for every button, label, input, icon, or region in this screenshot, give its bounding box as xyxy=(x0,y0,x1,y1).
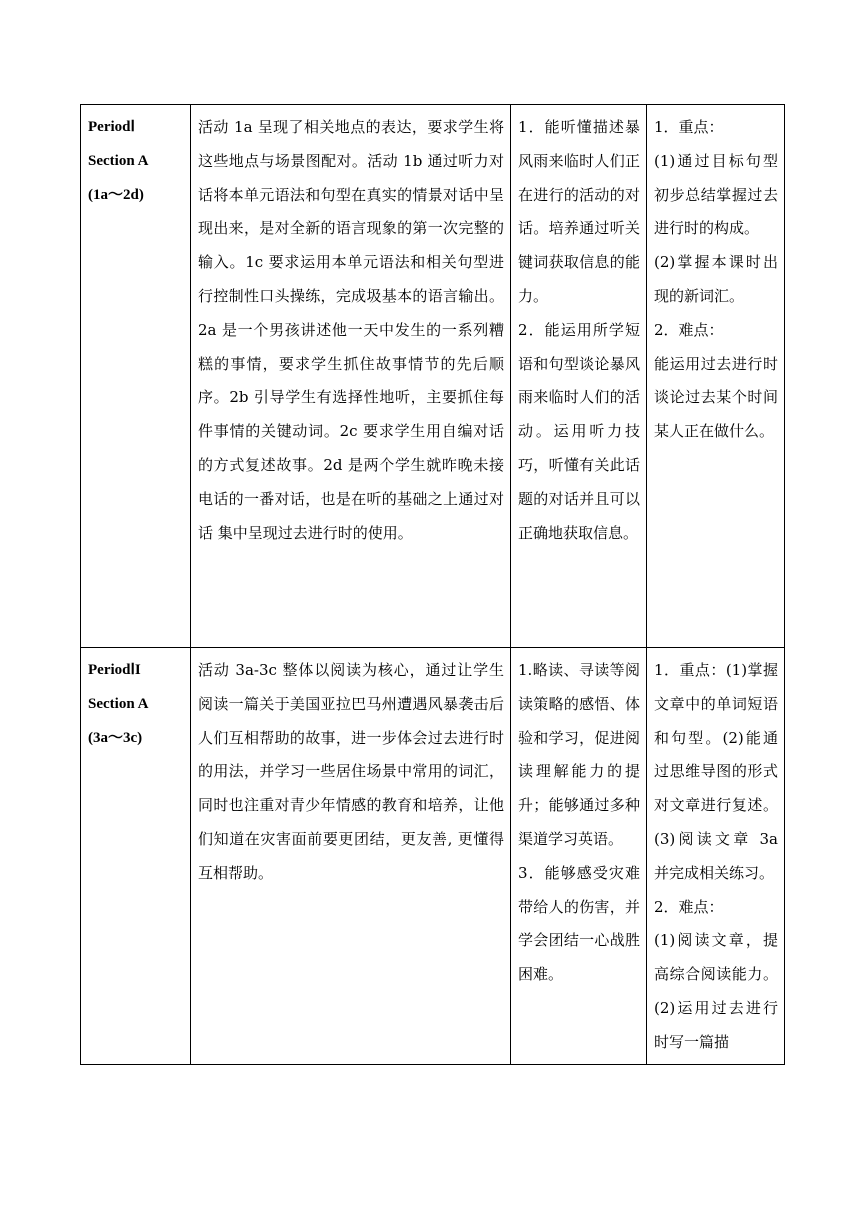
content-text: 活动 1a 呈现了相关地点的表达，要求学生将这些地点与场景图配对。活动 1b 通过听力对话将本单元语法和句型在真实的情景对话中呈现出来，是对全新的语言现象的第一次完整的输入。1c 要求运用本单元语法和相关句型进行控制性口头操练，完成圾基本的语言输出。2a 是一个男孩讲述他一天中发生的一系列糟糕的事情，要求学生抓住故事情节的先后顺序。2b 引导学生有选择性地听，主要抓住每件事情的关键动词。2c 要求学生用自编对话的方式复述故事。2d 是两个学生就昨晚未接电话的一番对话，也是在听的基础之上通过对话 集中呈现过去进行时的使用。 xyxy=(198,118,504,542)
period-cell xyxy=(81,648,191,1065)
period-cell xyxy=(81,105,191,648)
table-row xyxy=(81,105,785,648)
content-analysis-cell xyxy=(191,105,511,648)
focus-item: (2)掌握本课时出现的新词汇。 xyxy=(654,253,778,305)
activity-range: (3a～3c) xyxy=(88,729,143,746)
focus-item: 1．重点： xyxy=(654,118,724,136)
focus-cell xyxy=(647,648,785,1065)
focus-item: 1．重点：(1)掌握文章中的单词短语和句型。(2)能通过思维导图的形式对文章进行复述。(3)阅读文章 3a 并完成相关练习。 xyxy=(654,661,778,882)
activity-range: (1a～2d) xyxy=(88,186,144,203)
content-text: 活动 3a-3c 整体以阅读为核心，通过让学生阅读一篇关于美国亚拉巴马州遭遇风暴袭击后人们互相帮助的故事，进一步体会过去进行时的用法，并学习一些居住场景中常用的词汇，同时也注重对青少年情感的教育和培养，让他们知道在灾害面前要更团结，更友善, 更懂得互相帮助。 xyxy=(198,661,504,882)
objectives-cell xyxy=(511,648,647,1065)
table-row xyxy=(81,648,785,1065)
focus-item: 2．难点： xyxy=(654,897,724,916)
period-label: PeriodⅠI xyxy=(88,662,141,678)
objective-item: 1．能听懂描述暴风雨来临时人们正在进行的活动的对话。培养通过听关键词获取信息的能力。 xyxy=(518,118,640,305)
section-label: Section A xyxy=(88,695,149,712)
focus-item: 能运用过去进行时谈论过去某个时间某人正在做什么。 xyxy=(654,354,778,441)
objectives-cell xyxy=(511,105,647,648)
objective-item: 3．能够感受灾难带给人的伤害，并学会团结一心战胜困难。 xyxy=(518,863,640,984)
focus-item: (1)通过目标句型初步总结掌握过去进行时的构成。 xyxy=(654,151,778,238)
lesson-plan-table xyxy=(80,104,785,1065)
period-label: PeriodⅠ xyxy=(88,119,135,135)
objective-item: 2．能运用所学短语和句型谈论暴风雨来临时人们的活动。运用听力技巧，听懂有关此话题的对话并且可以正确地获取信息。 xyxy=(518,320,640,542)
focus-item: (1)阅读文章，提高综合阅读能力。(2)运用过去进行时写一篇描 xyxy=(654,931,778,1051)
section-label: Section A xyxy=(88,152,149,169)
focus-item: 2．难点： xyxy=(654,320,724,339)
content-analysis-cell xyxy=(191,648,511,1065)
objective-item: 1.略读、寻读等阅读策略的感悟、体验和学习，促进阅读理解能力的提升；能够通过多种渠道学习英语。 xyxy=(518,661,640,848)
focus-cell xyxy=(647,105,785,648)
